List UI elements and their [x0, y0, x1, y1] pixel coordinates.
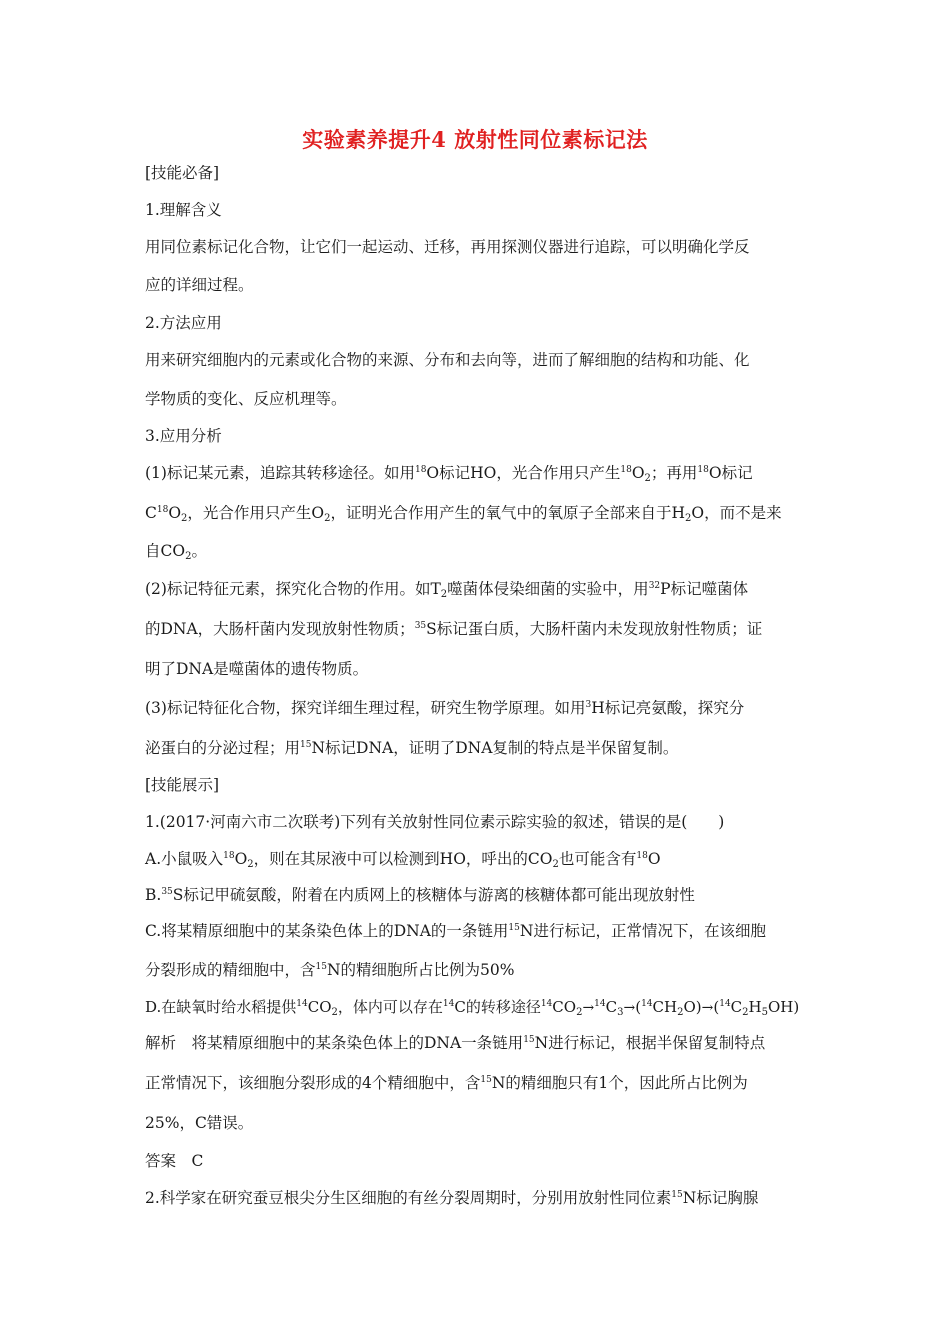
- subscript: 2: [247, 859, 254, 870]
- superscript: 14: [540, 999, 553, 1009]
- text-run: (: [713, 998, 720, 1016]
- page-title: 实验素养提升4 放射性同位素标记法: [302, 127, 648, 152]
- superscript: 14: [296, 999, 308, 1009]
- text-run: ；再用: [650, 464, 698, 482]
- text-run: S标记蛋白质，大肠杆菌内未发现放射性物质；证: [426, 620, 763, 638]
- superscript: 15: [671, 1190, 683, 1200]
- text-run: O: [168, 504, 182, 522]
- text-run: N标记胸腺: [682, 1189, 759, 1207]
- section-heading-skills-required: [技能必备]: [145, 164, 220, 182]
- text-run: ，证明光合作用产生的氧气中的氧原子全部来自于H: [330, 504, 686, 522]
- text-run: D.在缺氧时给水稻提供: [145, 998, 297, 1016]
- text-run: C: [145, 504, 157, 522]
- text-run: O: [647, 850, 661, 868]
- text-run: 自CO: [145, 542, 186, 560]
- subscript: 2: [677, 1007, 684, 1018]
- text-run: ，则在其尿液中可以检测到HO，呼出的CO: [253, 850, 553, 868]
- superscript: 15: [508, 923, 520, 933]
- text-run: N进行标记，根据半保留复制特点: [534, 1034, 766, 1052]
- paragraph-meaning-line-1: 用同位素标记化合物，让它们一起运动、迁移，再用探测仪器进行追踪，可以明确化学反: [145, 238, 750, 256]
- superscript: 14: [442, 999, 455, 1009]
- text-run: N标记DNA，证明了DNA复制的特点是半保留复制。: [311, 739, 679, 757]
- text-run: 分裂形成的精细胞中，含: [145, 961, 316, 979]
- question-1-analysis-line-2: [145, 1073, 810, 1093]
- question-1-analysis-line-3: 25%，C错误。: [145, 1114, 254, 1132]
- text-run: (3)标记特征化合物，探究详细生理过程，研究生物学原理。如用: [145, 699, 586, 717]
- question-1-option-c-line-1: [145, 921, 810, 941]
- superscript: 15: [480, 1075, 492, 1085]
- superscript: 32: [648, 581, 661, 591]
- subscript: 2: [576, 1007, 583, 1018]
- question-1-option-a: [145, 849, 810, 869]
- superscript: 15: [523, 1035, 535, 1045]
- analysis-item-3-line-2: [145, 738, 810, 758]
- text-run: H: [748, 998, 762, 1016]
- text-run: C: [730, 998, 743, 1016]
- analysis-item-1-line-1: [145, 463, 810, 483]
- subscript: 2: [552, 859, 559, 870]
- text-run: N的精细胞只有1个，因此所占比例为: [491, 1074, 748, 1092]
- text-run: 也可能含有: [558, 850, 637, 868]
- text-run: C: [605, 998, 618, 1016]
- text-run: B.: [145, 886, 162, 904]
- text-run: O: [234, 850, 248, 868]
- text-run: ，光合作用只产生O: [187, 504, 325, 522]
- text-run: (: [635, 998, 642, 1016]
- analysis-item-1-line-2: [145, 503, 810, 523]
- question-1-answer: 答案 C: [145, 1152, 204, 1170]
- paragraph-method-line-2: 学物质的变化、反应机理等。: [145, 390, 347, 408]
- superscript: 14: [641, 999, 653, 1009]
- subscript: 2: [185, 551, 192, 562]
- text-run: 泌蛋白的分泌过程；用: [145, 739, 301, 757]
- text-run: CO: [307, 998, 332, 1016]
- text-run: O): [683, 998, 702, 1016]
- section-heading-skills-demo: [技能展示]: [145, 776, 220, 794]
- superscript: 18: [414, 465, 427, 475]
- text-run: CO: [552, 998, 577, 1016]
- subscript: 2: [644, 473, 651, 484]
- analysis-item-2-line-1: [145, 579, 810, 599]
- heading-method-application: 2.方法应用: [145, 314, 222, 332]
- analysis-item-2-line-2: [145, 619, 810, 639]
- superscript: 35: [161, 887, 173, 897]
- text-run: 正常情况下，该细胞分裂形成的4个精细胞中，含: [145, 1074, 481, 1092]
- superscript: 18: [156, 505, 169, 515]
- text-run: C.将某精原细胞中的某条染色体上的DNA的一条链用: [145, 922, 509, 940]
- subscript: 2: [742, 1007, 749, 1018]
- text-run: ，体内可以存在: [337, 998, 443, 1016]
- text-run: H标记亮氨酸，探究分: [591, 699, 745, 717]
- text-run: O标记HO，光合作用只产生: [426, 464, 621, 482]
- text-run: 解析 将某精原细胞中的某条染色体上的DNA一条链用: [145, 1034, 524, 1052]
- text-run: O标记: [708, 464, 753, 482]
- superscript: 15: [300, 740, 312, 750]
- text-run: C的转移途径: [454, 998, 541, 1016]
- text-run: (2)标记特征元素，探究化合物的作用。如T: [145, 580, 441, 598]
- subscript: 2: [331, 1007, 338, 1018]
- superscript: 15: [315, 962, 327, 972]
- text-run: 噬菌体侵染细菌的实验中，用: [447, 580, 649, 598]
- question-1-option-c-line-2: [145, 960, 810, 980]
- text-run: 。: [191, 542, 207, 560]
- text-run: 的DNA，大肠杆菌内发现放射性物质；: [145, 620, 415, 638]
- text-run: A.小鼠吸入: [145, 850, 224, 868]
- text-run: →: [582, 1000, 595, 1016]
- subscript: 2: [685, 513, 692, 524]
- text-run: N进行标记，正常情况下，在该细胞: [519, 922, 766, 940]
- superscript: 35: [414, 621, 427, 631]
- text-run: CH: [652, 998, 678, 1016]
- text-run: (1)标记某元素，追踪其转移途径。如用: [145, 464, 415, 482]
- paragraph-meaning-line-2: 应的详细过程。: [145, 276, 254, 294]
- analysis-item-3-line-1: [145, 698, 810, 718]
- question-2-stem: [145, 1188, 810, 1208]
- text-run: →: [623, 1000, 636, 1016]
- heading-application-analysis: 3.应用分析: [145, 427, 222, 445]
- superscript: 18: [223, 851, 235, 861]
- subscript: 2: [324, 513, 331, 524]
- superscript: 18: [697, 465, 709, 475]
- subscript: 5: [761, 1007, 768, 1018]
- analysis-item-1-line-3: [145, 541, 810, 561]
- text-run: P标记噬菌体: [660, 580, 749, 598]
- text-run: N的精细胞所占比例为50%: [326, 961, 515, 979]
- heading-understand-meaning: 1.理解含义: [145, 201, 222, 219]
- subscript: 3: [617, 1007, 624, 1018]
- question-1-stem: 1.(2017·河南六市二次联考)下列有关放射性同位素示踪实验的叙述，错误的是( ): [145, 813, 725, 831]
- question-1-option-b: [145, 885, 810, 905]
- subscript: 2: [181, 513, 188, 524]
- superscript: 14: [719, 999, 731, 1009]
- text-run: O: [631, 464, 645, 482]
- paragraph-method-line-1: 用来研究细胞内的元素或化合物的来源、分布和去向等，进而了解细胞的结构和功能、化: [145, 351, 750, 369]
- question-1-option-d: [145, 997, 810, 1018]
- text-run: OH): [768, 998, 800, 1016]
- text-run: 2.科学家在研究蚕豆根尖分生区细胞的有丝分裂周期时，分别用放射性同位素: [145, 1189, 672, 1207]
- text-run: S标记甲硫氨酸，附着在内质网上的核糖体与游离的核糖体都可能出现放射性: [172, 886, 695, 904]
- subscript: 2: [440, 589, 448, 600]
- superscript: 3: [585, 700, 592, 710]
- superscript: 18: [636, 851, 648, 861]
- analysis-item-2-line-3: 明了DNA是噬菌体的遗传物质。: [145, 660, 369, 678]
- text-run: →: [701, 1000, 714, 1016]
- superscript: 14: [594, 999, 606, 1009]
- superscript: 18: [620, 465, 632, 475]
- question-1-analysis-line-1: [145, 1033, 810, 1053]
- text-run: O，而不是来: [691, 504, 782, 522]
